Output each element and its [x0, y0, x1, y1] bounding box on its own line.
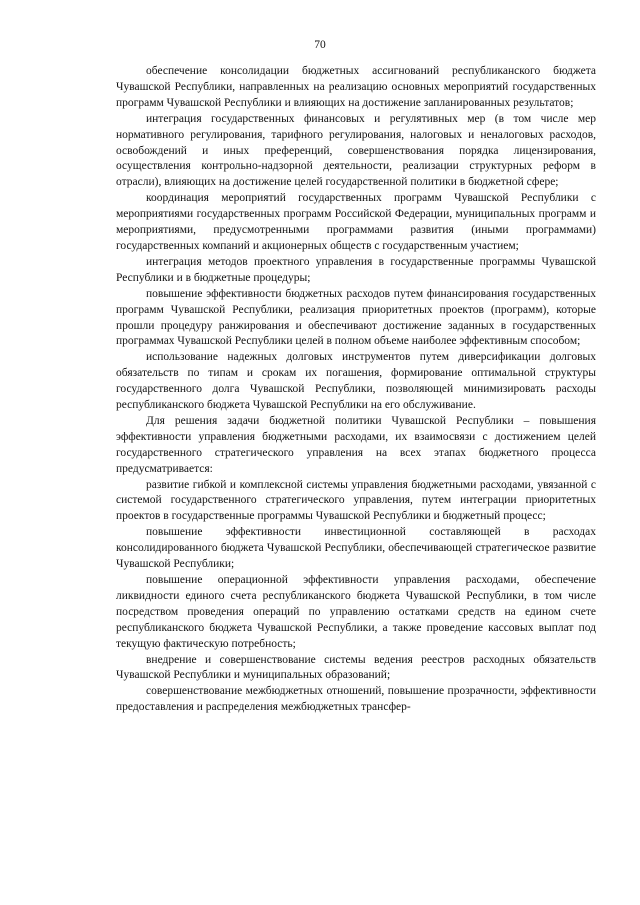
paragraph: использование надежных долговых инструментов путем диверсификации долговых обязательств по типам и срокам их погашения, формирование оптимальной структуры государственного долга Чувашской Республики, позволяющей минимизировать расходы республиканского бюджета Чувашской Республики на его обслуживание.: [116, 351, 596, 412]
paragraph: Для решения задачи бюджетной политики Чувашской Республики – повышения эффективности управления бюджетными расходами, их взаимосвязи с достижением целей государственного стратегического управления на всех этапах бюджетного процесса предусматривается:: [116, 414, 596, 475]
document-body: [116, 64, 596, 716]
paragraph: интеграция методов проектного управления в государственные программы Чувашской Республики и в бюджетные процедуры;: [116, 255, 596, 284]
paragraph: интеграция государственных финансовых и регулятивных мер (в том числе мер нормативного регулирования, тарифного регулирования, налоговых и неналоговых расходов, освобождений и иных преференций, совершенствования порядка лицензирования, осуществления контрольно-надзорной деятельности, реализации структурных реформ в отрасли), влияющих на достижение целей государственной политики в бюджетной сфере;: [116, 112, 596, 189]
paragraph: обеспечение консолидации бюджетных ассигнований республиканского бюджета Чувашской Республики, направленных на реализацию основных мероприятий государственных программ Чувашской Республики и влияющих на достижение запланированных результатов;: [116, 65, 596, 109]
paragraph: повышение операционной эффективности управления расходами, обеспечение ликвидности единого счета республиканского бюджета Чувашской Республики, в том числе посредством проведения операций по управлению остатками средств на едином счете республиканского бюджета Чувашской Республики, а также проведение кассовых выплат под текущую фактическую потребность;: [116, 574, 596, 650]
paragraph: координация мероприятий государственных программ Чувашской Республики с мероприятиями государственных программ Российской Федерации, муниципальных программ и мероприятиями, предусмотренными программами развития (иными программами) государственных компаний и акционерных обществ с государственным участием;: [116, 192, 596, 252]
paragraph: совершенствование межбюджетных отношений, повышение прозрачности, эффективности предоставления и распределения межбюджетных трансфер-: [116, 685, 596, 714]
paragraph: повышение эффективности бюджетных расходов путем финансирования государственных программ Чувашской Республики, реализация приоритетных проектов (программ), которые прошли процедуру ранжирования и обеспечивают достижение заданных в государственных программах Чувашской Республики целей в полном объеме наиболее эффективным способом;: [116, 287, 596, 348]
page-number: 70: [314, 39, 326, 51]
paragraph: внедрение и совершенствование системы ведения реестров расходных обязательств Чувашской Республики и муниципальных образований;: [116, 653, 596, 682]
paragraph: повышение эффективности инвестиционной составляющей в расходах консолидированного бюджета Чувашской Республики, обеспечивающей стратегическое развитие Чувашской Республики;: [116, 526, 596, 571]
paragraph: развитие гибкой и комплексной системы управления бюджетными расходами, увязанной с системой государственного стратегического управления, путем интеграции приоритетных проектов в государственные программы Чувашской Республики и бюджетный процесс;: [116, 478, 596, 523]
